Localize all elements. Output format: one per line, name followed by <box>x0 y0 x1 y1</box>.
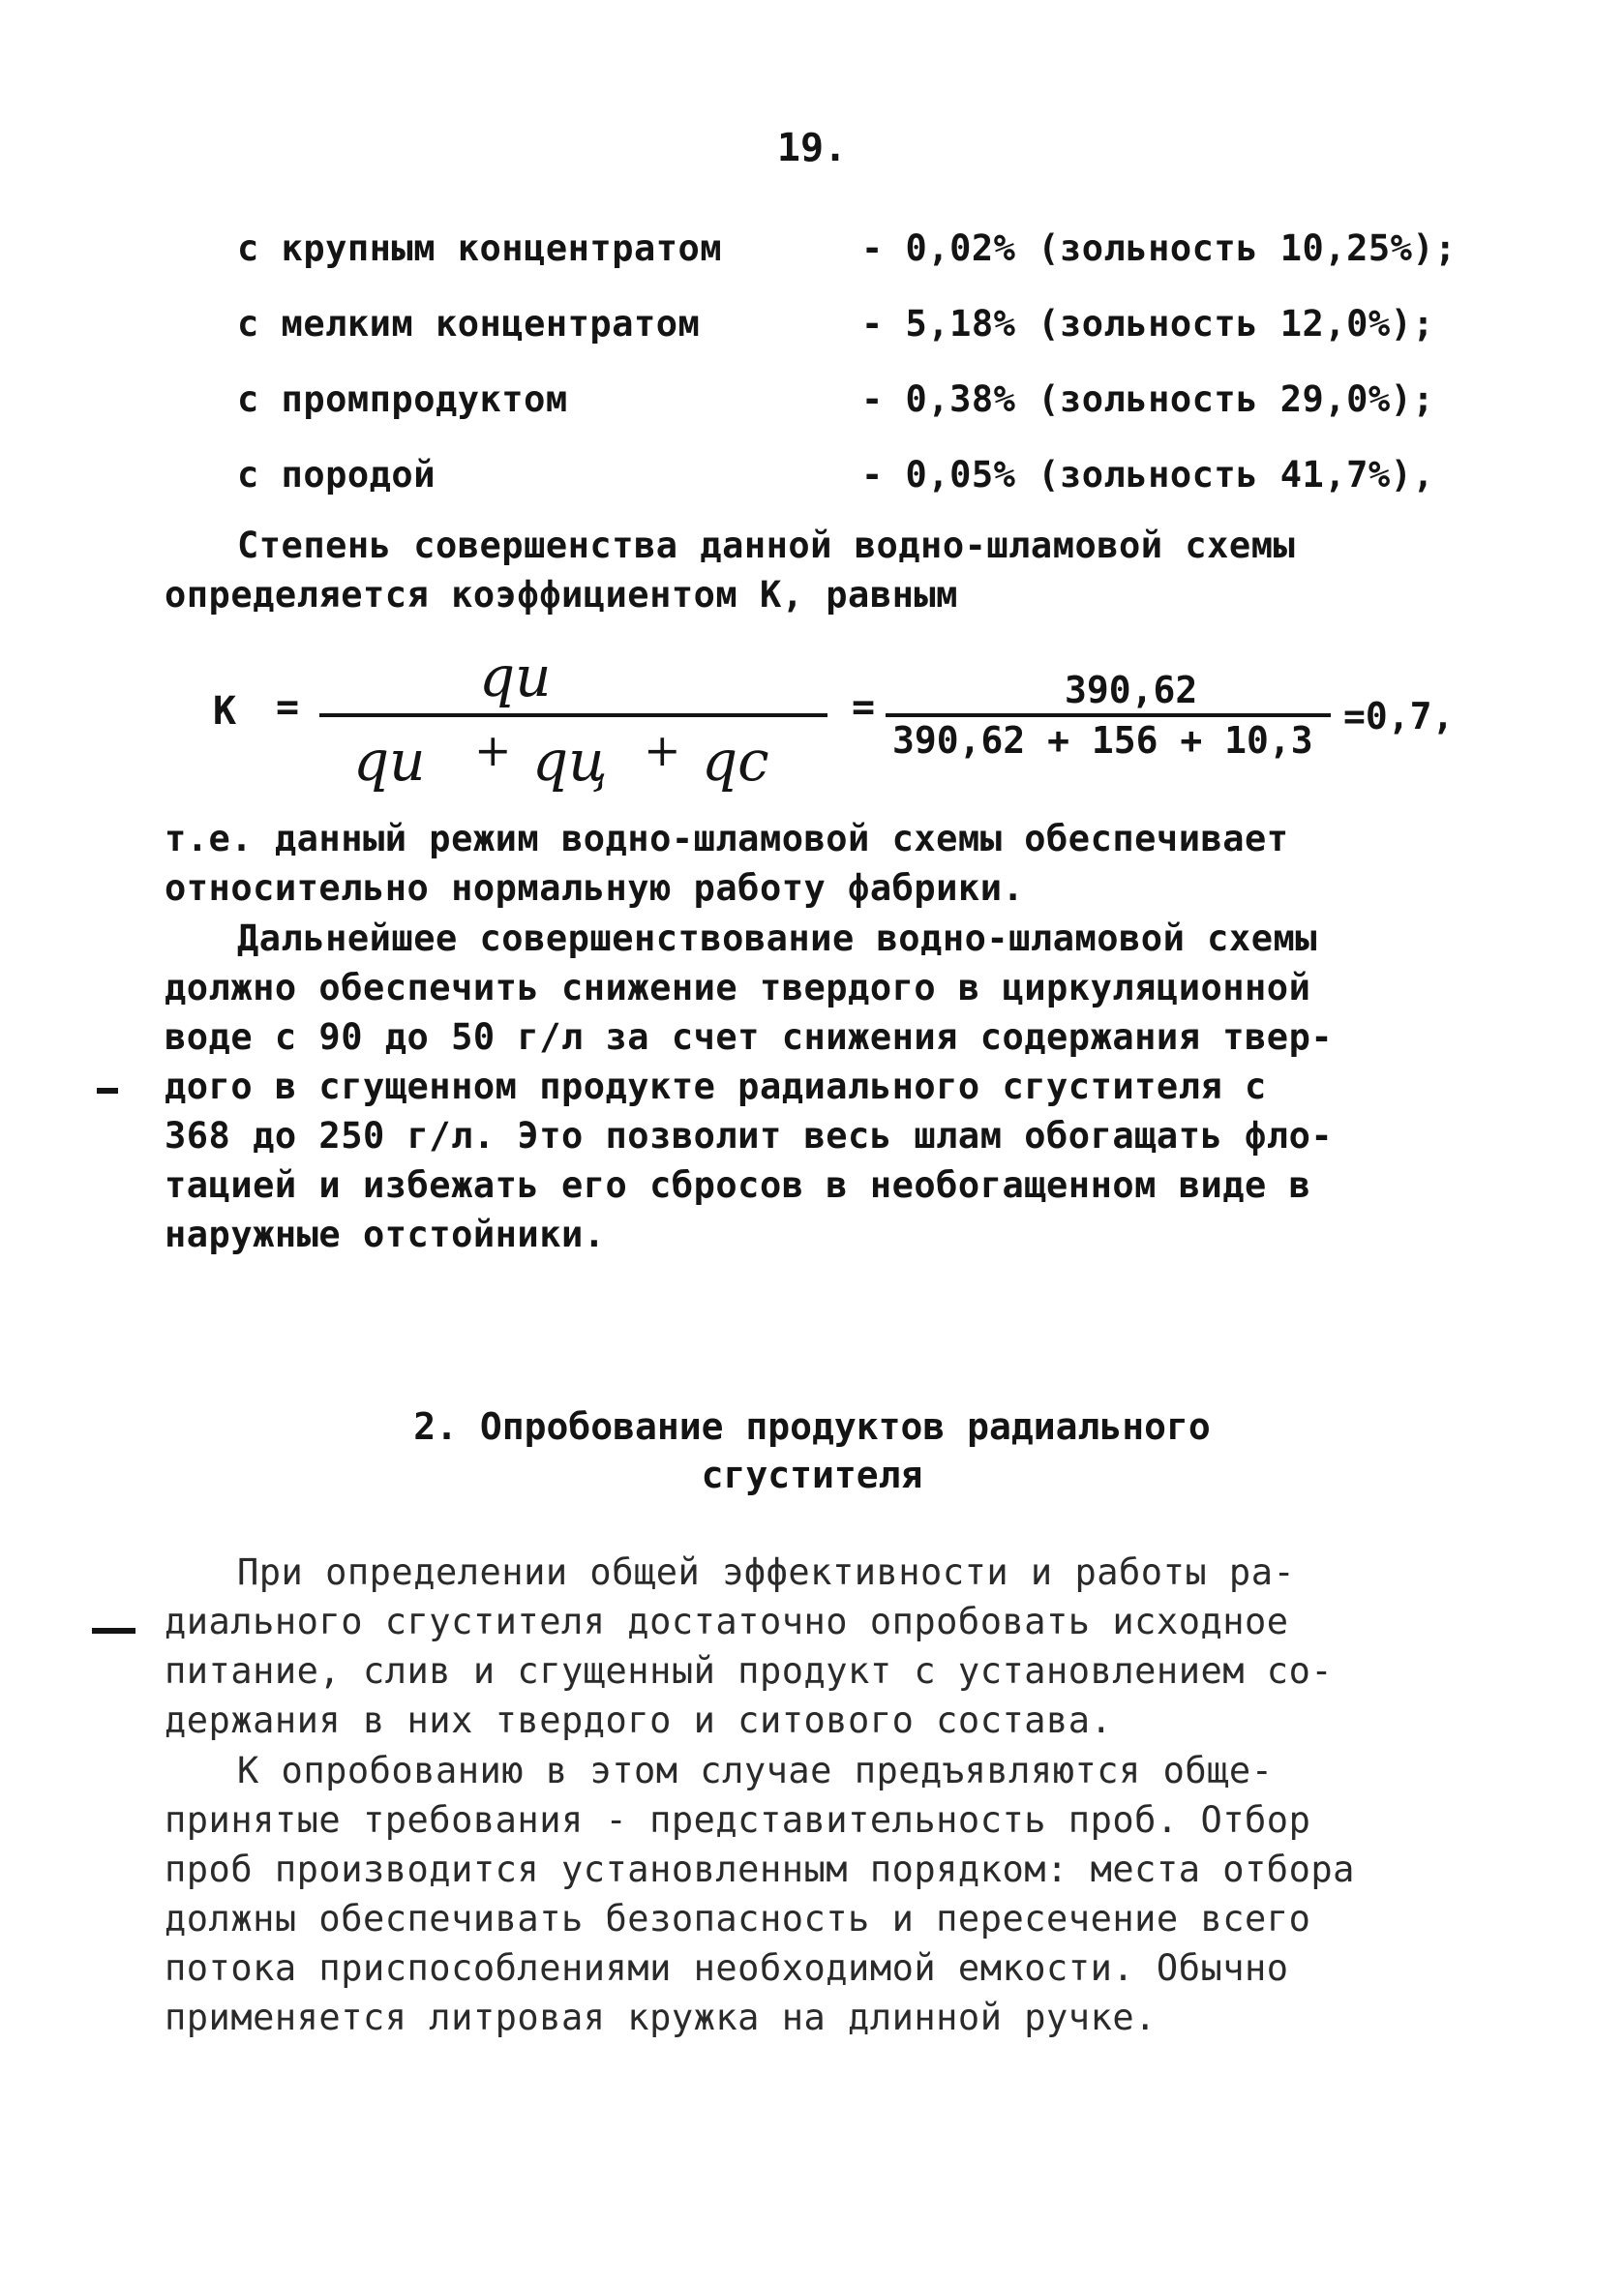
formula-lhs: К <box>213 689 237 734</box>
formula-result: =0,7, <box>1343 695 1455 737</box>
list-item-value: - 0,02% (зольность 10,25%); <box>861 227 1457 269</box>
paragraph-line: должны обеспечивать безопасность и пересечение всего <box>165 1898 1311 1940</box>
list-item-label: с мелким концентратом <box>237 303 701 345</box>
list-item-value: - 0,38% (зольность 29,0%); <box>861 378 1435 420</box>
formula-numerator-q-u: qи <box>479 644 552 709</box>
formula-plus: + <box>474 724 512 776</box>
list-item-label: с промпродуктом <box>237 378 568 420</box>
paragraph-line: тацией и избежать его сбросов в необогащенном виде в <box>165 1164 1311 1206</box>
section-title: 2. Опробование продуктов радиального <box>413 1405 1211 1448</box>
paragraph-line: воде с 90 до 50 г/л за счет снижения содержания твер- <box>165 1016 1334 1058</box>
intro-line: Степень совершенства данной водно-шламовой схемы <box>237 525 1296 566</box>
paragraph-line: относительно нормальную работу фабрики. <box>165 867 1025 909</box>
paragraph-line: питание, слив и сгущенный продукт с установлением со- <box>165 1650 1334 1692</box>
paragraph-line: 368 до 250 г/л. Это позволит весь шлам обогащать фло- <box>165 1115 1334 1157</box>
list-item-value: - 5,18% (зольность 12,0%); <box>861 303 1435 345</box>
paragraph-line: Дальнейшее совершенствование водно-шламовой схемы <box>237 917 1318 959</box>
formula-denominator-q-s: qс <box>702 728 769 794</box>
list-item-value: - 0,05% (зольность 41,7%), <box>861 454 1435 496</box>
section-title: сгустителя <box>701 1454 923 1496</box>
formula-denominator-value: 390,62 + 156 + 10,3 <box>892 719 1313 762</box>
paragraph-line: принятые требования - представительность проб. Отбор <box>165 1799 1311 1841</box>
paragraph-line: применяется литровая кружка на длинной ручке. <box>165 1997 1157 2038</box>
list-item-label: с породой <box>237 454 436 496</box>
margin-dash-mark <box>97 1088 118 1094</box>
formula-plus: + <box>644 724 681 776</box>
list-item-label: с крупным концентратом <box>237 227 723 269</box>
paragraph-line: дого в сгущенном продукте радиального сгустителя с <box>165 1066 1267 1107</box>
page-number: 19. <box>776 126 848 170</box>
paragraph-line: наружные отстойники. <box>165 1214 606 1255</box>
margin-dash-mark <box>92 1628 135 1634</box>
intro-line: определяется коэффициентом К, равным <box>165 574 958 616</box>
paragraph-line: т.е. данный режим водно-шламовой схемы обеспечивает <box>165 818 1289 859</box>
formula-equals: = <box>852 685 876 730</box>
formula-denominator-q-c: qц <box>532 728 608 794</box>
fraction-bar <box>319 713 827 717</box>
formula-numerator-value: 390,62 <box>1065 669 1198 711</box>
fraction-bar <box>886 713 1331 717</box>
paragraph-line: диального сгустителя достаточно опробовать исходное <box>165 1601 1289 1642</box>
paragraph-line: проб производится установленным порядком: места отбора <box>165 1849 1355 1890</box>
paragraph-line: К опробованию в этом случае предъявляются обще- <box>237 1750 1274 1791</box>
paragraph-line: должно обеспечить снижение твердого в циркуляционной <box>165 967 1311 1008</box>
paragraph-line: При определении общей эффективности и работы ра- <box>237 1551 1296 1593</box>
formula-denominator-q-u: qи <box>353 728 426 794</box>
paragraph-line: держания в них твердого и ситового состава. <box>165 1699 1113 1741</box>
formula-equals: = <box>276 685 300 730</box>
paragraph-line: потока приспособлениями необходимой емкости. Обычно <box>165 1947 1289 1989</box>
